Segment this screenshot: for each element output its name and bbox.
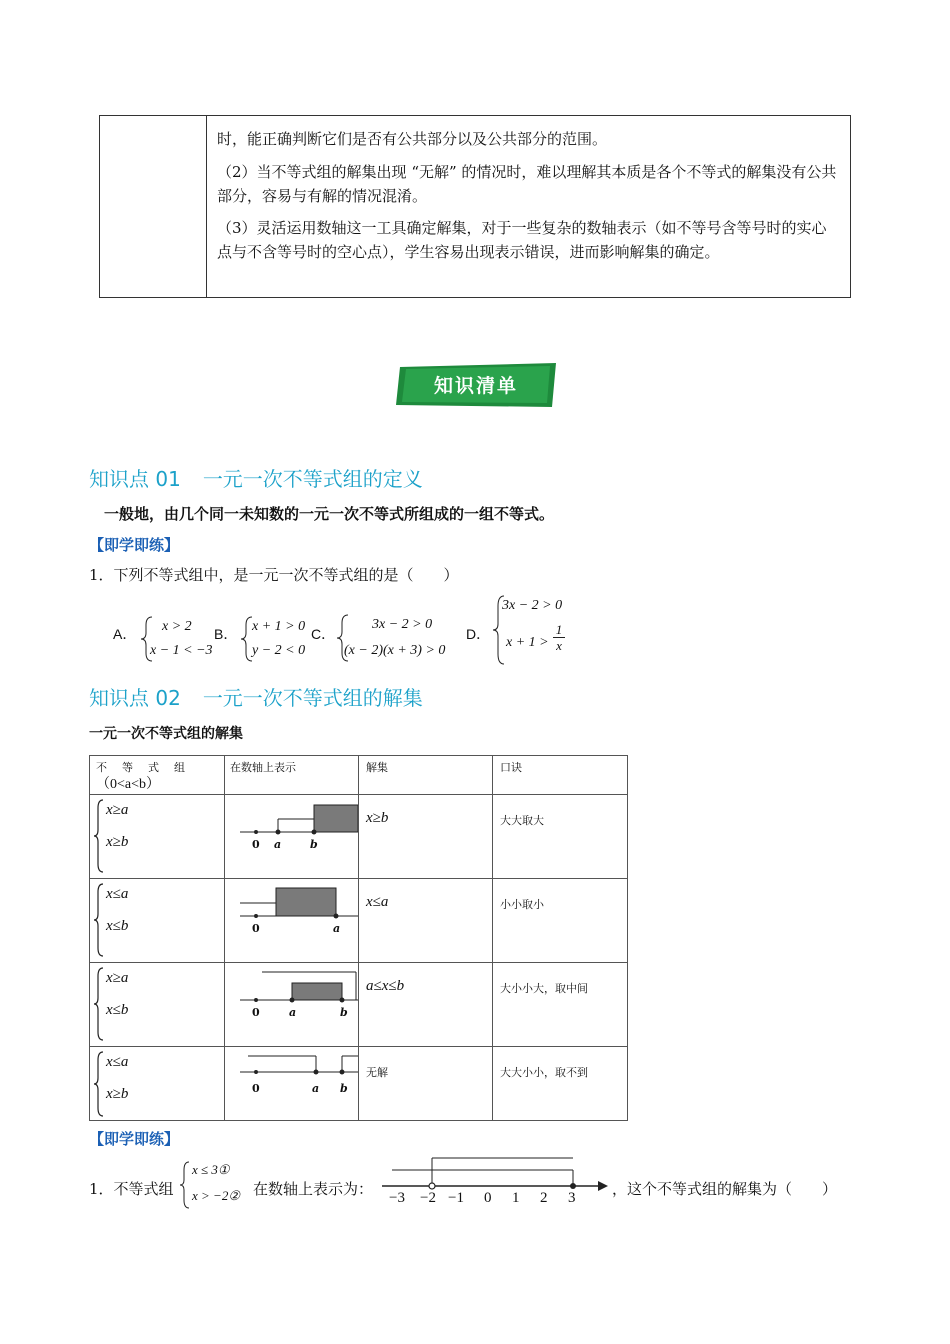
fraction-numerator: 1 — [555, 622, 563, 637]
tick-neg1: −1 — [448, 1190, 464, 1206]
kp1-definition: 一般地，由几个同一未知数的一元一次不等式所组成的一组不等式。 — [104, 505, 555, 523]
row2-solution: x≤a — [366, 894, 389, 910]
option-d-line1: 3x − 2 > 0 — [502, 598, 563, 613]
kp1-practice-label: 【即学即练】 — [89, 536, 180, 554]
row4-ineq1: x≤a — [106, 1054, 129, 1070]
option-a-label: A． — [113, 626, 137, 642]
table-paragraph-2: （2）当不等式组的解集出现 “无解” 的情况时，难以理解其本质是各个不等式的解集没有公共部分，容易与有解的情况混淆。 — [217, 163, 837, 205]
row1-solution: x≥b — [366, 810, 389, 826]
row1-tick-a: a — [274, 838, 282, 851]
header-condition: （0<a<b） — [96, 777, 161, 792]
banner-label: 知识清单 — [433, 375, 518, 397]
solution-set-table — [89, 755, 628, 1121]
row2-ineq2: x≤b — [106, 918, 129, 934]
row2-tick-0: 0 — [252, 922, 260, 935]
question-ineq2: x > −2② — [192, 1188, 240, 1203]
kp2-title: 一元一次不等式组的解集 — [202, 686, 423, 710]
tick-0: 0 — [484, 1190, 492, 1206]
fraction-denominator: x — [556, 638, 562, 653]
tick-1: 1 — [512, 1190, 520, 1206]
question-number-line — [380, 1152, 610, 1216]
row1-ineq1: x≥a — [106, 802, 129, 818]
tick-neg2: −2 — [420, 1190, 436, 1206]
option-c-line1: 3x − 2 > 0 — [372, 617, 433, 632]
row3-tick-b: b — [340, 1006, 348, 1019]
row3-tick-a: a — [289, 1006, 297, 1019]
row1-rhyme: 大大取大 — [500, 814, 544, 827]
option-d-label: D． — [466, 626, 491, 642]
kp2-question-prefix: 1．不等式组 — [89, 1180, 174, 1198]
row4-brace — [94, 1050, 104, 1122]
header-number-line: 在数轴上表示 — [230, 761, 296, 774]
option-c-line2: (x − 2)(x + 3) > 0 — [344, 643, 446, 658]
kp2-practice-label: 【即学即练】 — [89, 1130, 180, 1148]
row2-rhyme: 小小取小 — [500, 898, 544, 911]
option-a-line1: x > 2 — [162, 619, 192, 634]
row3-rhyme: 大小小大，取中间 — [500, 982, 588, 995]
header-solution: 解集 — [366, 761, 388, 774]
tick-neg3: −3 — [389, 1190, 405, 1206]
option-d-system — [492, 594, 563, 670]
table-paragraph-3: （3）灵活运用数轴这一工具确定解集，对于一些复杂的数轴表示（如不等号含等号时的实心点与不含等号时的空心点），学生容易出现表示错误，进而影响解集的确定。 — [217, 219, 827, 261]
header-system: 不 等 式 组 — [96, 761, 187, 774]
table-paragraph-1: 时，能正确判断它们是否有公共部分以及公共部分的范围。 — [217, 130, 608, 148]
question-ineq1: x ≤ 3① — [192, 1162, 230, 1177]
row1-tick-b: b — [310, 838, 318, 851]
row4-tick-0: 0 — [252, 1082, 260, 1095]
row4-tick-b: b — [340, 1082, 348, 1095]
header-rhyme: 口诀 — [500, 761, 522, 774]
option-d-fraction — [553, 622, 565, 653]
option-b-label: B． — [214, 626, 238, 642]
kp2-question-middle: 在数轴上表示为： — [253, 1180, 374, 1198]
option-b-system — [240, 615, 306, 667]
kp1-title: 一元一次不等式组的定义 — [202, 467, 423, 491]
kp2-subtitle: 一元一次不等式组的解集 — [89, 726, 243, 742]
row3-ineq1: x≥a — [106, 970, 129, 986]
objectives-table — [99, 115, 851, 298]
row2-tick-a: a — [333, 922, 341, 935]
option-c-system — [336, 613, 446, 667]
row3-tick-0: 0 — [252, 1006, 260, 1019]
option-b-line1: x + 1 > 0 — [252, 619, 306, 634]
table-column-divider — [206, 116, 207, 297]
row4-rhyme: 大大小小，取不到 — [500, 1066, 588, 1079]
kp2-question-suffix: ，这个不等式组的解集为（ ） — [612, 1180, 838, 1198]
option-a-line2: x − 1 < −3 — [150, 643, 213, 658]
row2-ineq1: x≤a — [106, 886, 129, 902]
row3-ineq2: x≤b — [106, 1002, 129, 1018]
row1-tick-0: 0 — [252, 838, 260, 851]
kp2-heading — [89, 682, 423, 711]
row1-brace — [94, 798, 104, 878]
tick-2: 2 — [540, 1190, 548, 1206]
knowledge-list-banner — [396, 361, 556, 415]
kp2-number: 知识点 02 — [89, 686, 181, 710]
row1-ineq2: x≥b — [106, 834, 129, 850]
row4-solution: 无解 — [366, 1066, 388, 1079]
option-d-line2: x + 1 > — [506, 635, 549, 650]
row4-tick-a: a — [312, 1082, 320, 1095]
option-c-label: C． — [311, 626, 336, 642]
row3-solution: a≤x≤b — [366, 978, 405, 994]
tick-3: 3 — [568, 1190, 576, 1206]
option-a-system — [140, 615, 213, 667]
row3-brace — [94, 966, 104, 1046]
row2-brace — [94, 882, 104, 962]
kp2-question-system — [180, 1160, 240, 1214]
row4-ineq2: x≥b — [106, 1086, 129, 1102]
option-b-line2: y − 2 < 0 — [252, 643, 306, 658]
kp1-heading — [89, 463, 423, 492]
kp1-number: 知识点 01 — [89, 467, 181, 491]
kp1-question: 1．下列不等式组中，是一元一次不等式组的是（ ） — [89, 566, 459, 584]
